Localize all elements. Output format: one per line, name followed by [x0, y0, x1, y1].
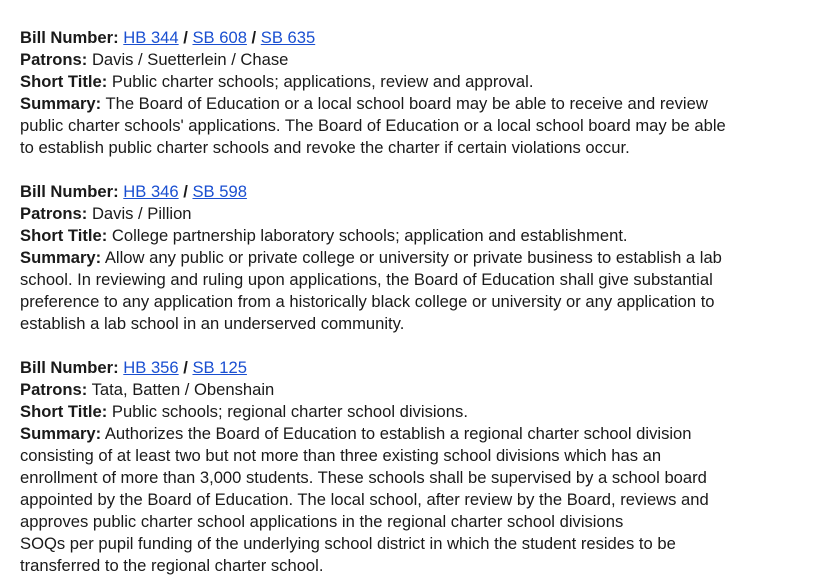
summary-label: Summary:	[20, 248, 102, 267]
bill-entry	[20, 181, 815, 335]
bill-entry	[20, 27, 815, 159]
short-title-line	[20, 401, 815, 423]
short-title-line	[20, 225, 815, 247]
patrons-value: Davis / Pillion	[91, 204, 192, 223]
summary-line: appointed by the Board of Education. The local school, after review by the Board, reviews and	[20, 490, 709, 509]
patrons-value: Tata, Batten / Obenshain	[91, 380, 275, 399]
summary-line: Summary: The Board of Education or a local school board may be able to receive and review	[20, 94, 708, 113]
summary-label: Summary:	[20, 94, 102, 113]
summary-line: consisting of at least two but not more than three existing school divisions which has an	[20, 446, 662, 465]
patrons-label: Patrons:	[20, 380, 88, 399]
summary-line: Summary: Authorizes the Board of Education to establish a regional charter school division	[20, 424, 692, 443]
short-title-value: College partnership laboratory schools; application and establishment.	[111, 226, 628, 245]
bill-link-sb608[interactable]: SB 608	[192, 28, 247, 47]
patrons-line	[20, 49, 815, 71]
patrons-label: Patrons:	[20, 50, 88, 69]
summary-line: SOQs per pupil funding of the underlying school district in which the student resides to be	[20, 534, 676, 553]
bill-separator: /	[178, 182, 193, 201]
summary-line: enrollment of more than 3,000 students. These schools shall be supervised by a school board	[20, 468, 707, 487]
summary-line: Summary: Allow any public or private college or university or private business to establish a lab	[20, 248, 722, 267]
patrons-line	[20, 379, 815, 401]
bill-separator: /	[178, 28, 193, 47]
bill-entry	[20, 357, 815, 577]
bill-link-hb344[interactable]: HB 344	[123, 28, 179, 47]
bill-link-sb635[interactable]: SB 635	[260, 28, 316, 47]
short-title-label: Short Title:	[20, 402, 108, 421]
summary-line: school. In reviewing and ruling upon applications, the Board of Education shall give substantial	[20, 270, 713, 289]
patrons-line	[20, 203, 815, 225]
summary-label: Summary:	[20, 424, 102, 443]
bill-separator: /	[246, 28, 261, 47]
summary-block	[20, 423, 815, 577]
bill-link-sb598[interactable]: SB 598	[192, 182, 247, 201]
bill-number-label: Bill Number:	[20, 182, 119, 201]
short-title-value: Public charter schools; applications, review and approval.	[111, 72, 534, 91]
bill-separator: /	[178, 358, 193, 377]
bill-number-line	[20, 181, 815, 203]
summary-line: approves public charter school applications in the regional charter school divisions	[20, 512, 624, 531]
summary-line: transferred to the regional charter school.	[20, 556, 324, 575]
bill-link-hb346[interactable]: HB 346	[123, 182, 179, 201]
bill-number-label: Bill Number:	[20, 358, 119, 377]
summary-line: to establish public charter schools and revoke the charter if certain violations occur.	[20, 138, 630, 157]
short-title-label: Short Title:	[20, 226, 108, 245]
patrons-value: Davis / Suetterlein / Chase	[91, 50, 289, 69]
summary-line: establish a lab school in an underserved community.	[20, 314, 405, 333]
summary-line: public charter schools' applications. The Board of Education or a local school board may be able	[20, 116, 726, 135]
summary-block	[20, 247, 815, 335]
bill-link-hb356[interactable]: HB 356	[123, 358, 179, 377]
short-title-label: Short Title:	[20, 72, 108, 91]
bill-number-line	[20, 357, 815, 379]
short-title-line	[20, 71, 815, 93]
bill-number-label: Bill Number:	[20, 28, 119, 47]
patrons-label: Patrons:	[20, 204, 88, 223]
bill-number-line	[20, 27, 815, 49]
bill-link-sb125[interactable]: SB 125	[192, 358, 247, 377]
summary-line: preference to any application from a historically black college or university or any application to	[20, 292, 715, 311]
short-title-value: Public schools; regional charter school divisions.	[111, 402, 468, 421]
summary-block	[20, 93, 815, 159]
